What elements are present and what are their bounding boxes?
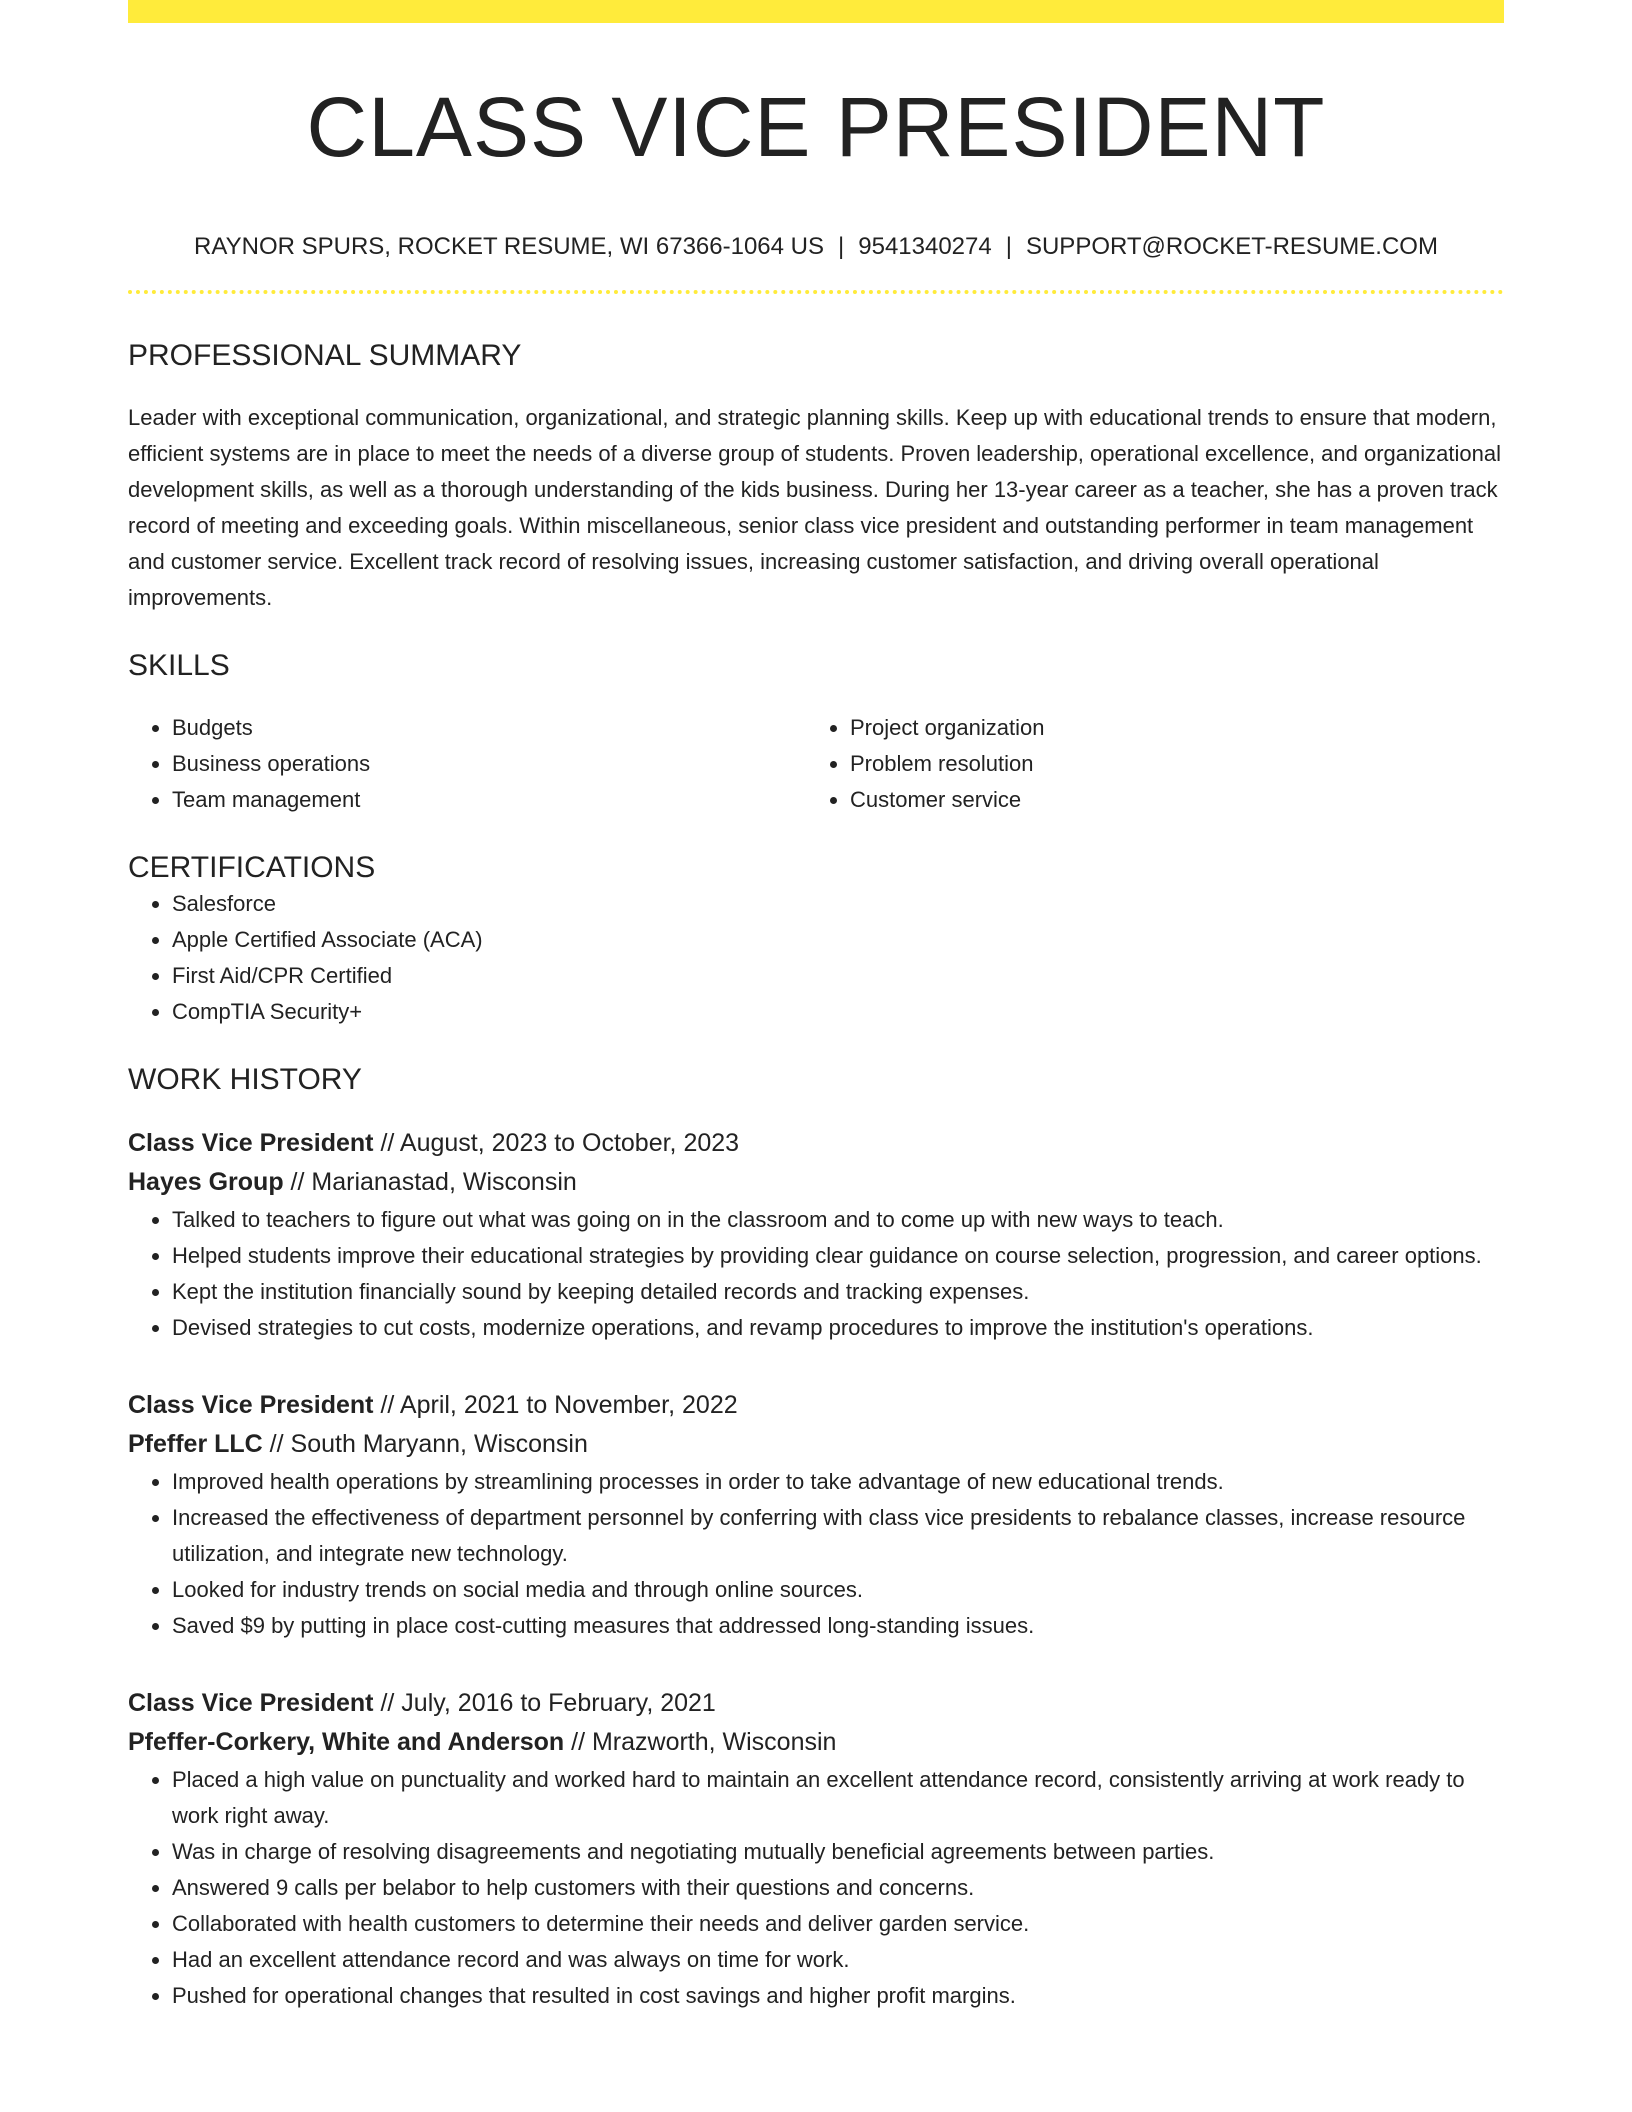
skills-section [128,648,1504,818]
job-dates: // July, 2016 to February, 2021 [373,1688,716,1717]
job-title: Class Vice President [128,1128,374,1157]
skill-item: • Customer service [850,782,1484,818]
job-bullets [128,1762,1504,2014]
job-company-line [128,1163,1504,1202]
job-bullet: • Improved health operations by streamlining processes in order to take advantage of new educational trends. [172,1464,1504,1500]
certifications-heading: CERTIFICATIONS [128,850,376,884]
job-title: Class Vice President [128,1688,374,1717]
job-entry [128,1124,1504,1346]
skill-item: • Budgets [172,710,806,746]
job-location: // Mrazworth, Wisconsin [564,1727,837,1756]
job-bullet: • Placed a high value on punctuality and worked hard to maintain an excellent attendance record, consistently arriving at work ready to work right away. [172,1762,1504,1834]
job-bullet: • Increased the effectiveness of department personnel by conferring with class vice presidents to rebalance classes, increase resource utilization, and integrate new technology. [172,1500,1504,1572]
job-bullet: • Saved $9 by putting in place cost-cutting measures that addressed long-standing issues. [172,1608,1504,1644]
job-location: // South Maryann, Wisconsin [262,1429,588,1458]
skill-item: • Team management [172,782,806,818]
contact-line [128,233,1504,262]
contact-separator: | [838,233,845,260]
job-company: Pfeffer LLC [128,1429,263,1458]
job-title: Class Vice President [128,1390,374,1419]
job-bullet: • Answered 9 calls per belabor to help customers with their questions and concerns. [172,1870,1504,1906]
job-title-line [128,1124,1504,1163]
job-bullet: • Talked to teachers to figure out what was going on in the classroom and to come up with new ways to teach. [172,1202,1504,1238]
job-entry [128,1386,1504,1644]
skills-heading: SKILLS [128,648,230,682]
job-title-line [128,1684,1504,1723]
skills-left-column [128,710,806,818]
skill-item: • Business operations [172,746,806,782]
header-divider [128,290,1504,294]
job-bullets [128,1202,1504,1346]
skill-item: • Project organization [850,710,1484,746]
job-entry [128,1684,1504,2014]
job-bullet: • Helped students improve their educational strategies by providing clear guidance on course selection, progression, and career options. [172,1238,1504,1274]
job-company: Pfeffer-Corkery, White and Anderson [128,1727,565,1756]
certification-item: • Apple Certified Associate (ACA) [172,922,1504,958]
certification-item: • CompTIA Security+ [172,994,1504,1030]
work-history-section [128,1062,1504,2014]
skill-item: • Problem resolution [850,746,1484,782]
skills-right-column [806,710,1484,818]
summary-section [128,338,1504,616]
job-bullet: • Was in charge of resolving disagreements and negotiating mutually beneficial agreements between parties. [172,1834,1504,1870]
certification-item: • First Aid/CPR Certified [172,958,1504,994]
summary-heading: PROFESSIONAL SUMMARY [128,338,522,372]
job-bullet: • Had an excellent attendance record and was always on time for work. [172,1942,1504,1978]
skills-grid [128,710,1504,818]
summary-text: Leader with exceptional communication, organizational, and strategic planning skills. Keep up with educational trends to ensure that modern, efficient systems are in place to meet the needs of a diverse group of students. Proven leadership, operational excellence, and organizational development skills, as well as a thorough understanding of the kids business. During her 13-year career as a teacher, she has a proven track record of meeting and exceeding goals. Within miscellaneous, senior class vice president and outstanding performer in team management and customer service. Excellent track record of resolving issues, increasing customer satisfaction, and driving overall operational improvements. [128,404,1501,610]
certification-item: • Salesforce [172,886,1504,922]
job-bullet: • Pushed for operational changes that resulted in cost savings and higher profit margins. [172,1978,1504,2014]
work-history-heading: WORK HISTORY [128,1062,362,1096]
page-title: CLASS VICE PRESIDENT [306,80,1326,174]
job-bullet: • Kept the institution financially sound by keeping detailed records and tracking expenses. [172,1274,1504,1310]
job-location: // Marianastad, Wisconsin [283,1167,577,1196]
job-company: Hayes Group [128,1167,284,1196]
job-bullet: • Collaborated with health customers to determine their needs and deliver garden service. [172,1906,1504,1942]
resume-page [128,0,1504,2014]
top-accent-bar [128,0,1504,23]
contact-address: RAYNOR SPURS, ROCKET RESUME, WI 67366-1064 US [194,233,825,260]
job-dates: // April, 2021 to November, 2022 [373,1390,738,1419]
certifications-section [128,850,1504,1030]
job-dates: // August, 2023 to October, 2023 [373,1128,740,1157]
contact-separator: | [1005,233,1012,260]
job-company-line [128,1425,1504,1464]
job-title-line [128,1386,1504,1425]
job-company-line [128,1723,1504,1762]
contact-email: SUPPORT@ROCKET-RESUME.COM [1025,233,1438,260]
contact-phone: 9541340274 [858,233,992,260]
job-bullet: • Devised strategies to cut costs, modernize operations, and revamp procedures to improve the institution's operations. [172,1310,1504,1346]
job-bullets [128,1464,1504,1644]
job-bullet: • Looked for industry trends on social media and through online sources. [172,1572,1504,1608]
certifications-list [128,886,1504,1030]
